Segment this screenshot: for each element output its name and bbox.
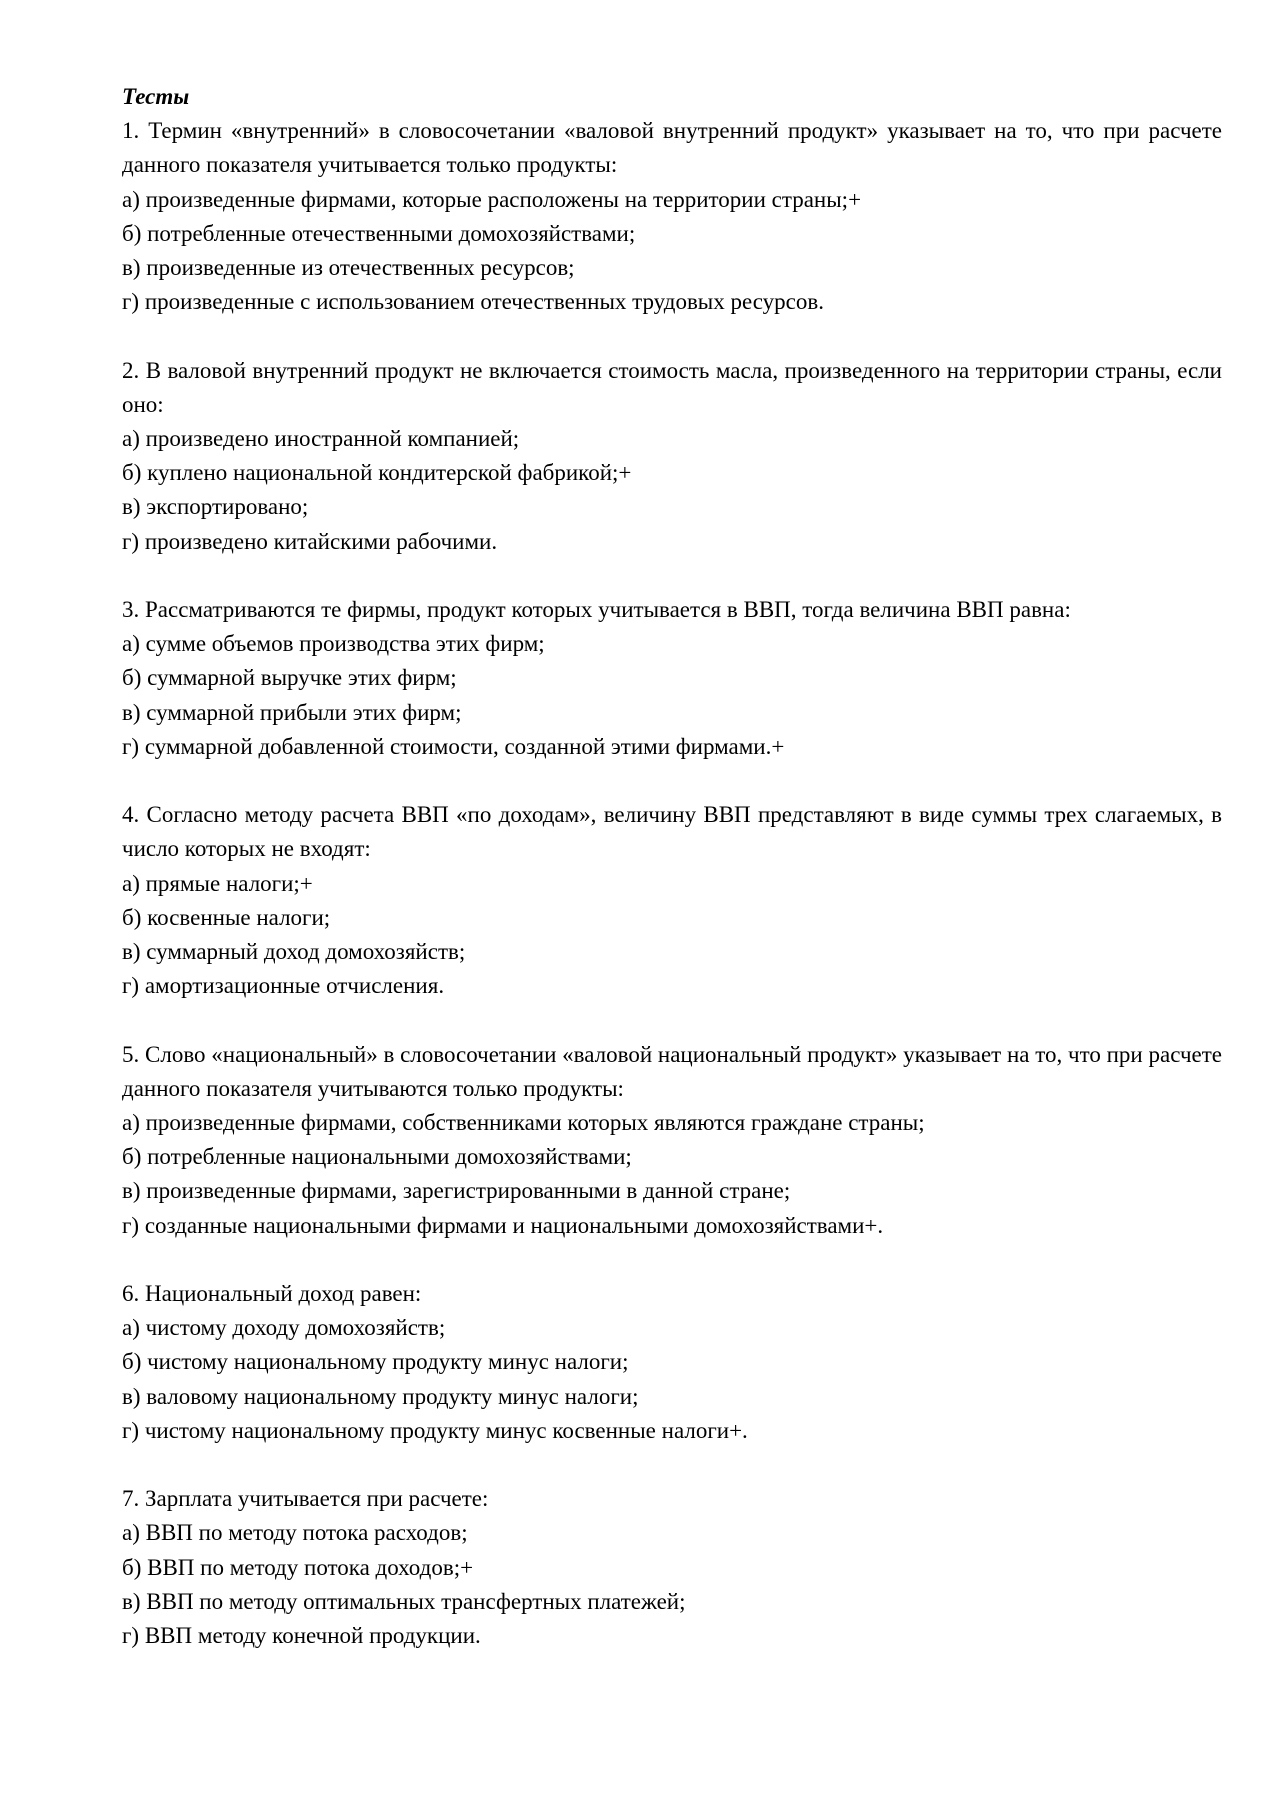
answer-option: б) потребленные национальными домохозяйствами; bbox=[122, 1144, 632, 1170]
answer-option: в) суммарный доход домохозяйств; bbox=[122, 939, 466, 965]
answer-option: в) валовому национальному продукту минус налоги; bbox=[122, 1383, 639, 1409]
question-2 bbox=[122, 354, 1222, 559]
question-text: 6. Национальный доход равен: bbox=[122, 1281, 422, 1307]
answer-option: а) произведено иностранной компанией; bbox=[122, 426, 520, 452]
question-4 bbox=[122, 798, 1222, 1003]
answer-option: в) произведенные фирмами, зарегистрированными в данной стране; bbox=[122, 1178, 791, 1204]
answer-option: б) косвенные налоги; bbox=[122, 904, 331, 930]
answer-option: г) произведенные с использованием отечественных трудовых ресурсов. bbox=[122, 289, 825, 315]
question-1 bbox=[122, 114, 1222, 319]
document-title: Тесты bbox=[122, 84, 190, 109]
answer-option: г) произведено китайскими рабочими. bbox=[122, 528, 498, 554]
question-text: 4. Согласно методу расчета ВВП «по доходам», величину ВВП представляют в виде суммы трех слагаемых, в число которых не входят: bbox=[122, 802, 1222, 862]
answer-option: а) чистому доходу домохозяйств; bbox=[122, 1315, 446, 1341]
answer-option: г) суммарной добавленной стоимости, созданной этими фирмами.+ bbox=[122, 733, 785, 759]
answer-option: г) ВВП методу конечной продукции. bbox=[122, 1623, 481, 1649]
question-text: 5. Слово «национальный» в словосочетании «валовой национальный продукт» указывает на то, что при расчете данного показателя учитываются только продукты: bbox=[122, 1041, 1222, 1101]
question-5 bbox=[122, 1038, 1222, 1243]
answer-option: б) потребленные отечественными домохозяйствами; bbox=[122, 220, 636, 246]
answer-option: в) произведенные из отечественных ресурсов; bbox=[122, 255, 575, 281]
document-page bbox=[122, 80, 1222, 1687]
question-text: 3. Рассматриваются те фирмы, продукт которых учитывается в ВВП, тогда величина ВВП равна: bbox=[122, 597, 1071, 623]
question-text: 2. В валовой внутренний продукт не включается стоимость масла, произведенного на территории страны, если оно: bbox=[122, 357, 1222, 417]
answer-option: б) куплено национальной кондитерской фабрикой;+ bbox=[122, 460, 632, 486]
question-6 bbox=[122, 1277, 1222, 1448]
answer-option: г) созданные национальными фирмами и национальными домохозяйствами+. bbox=[122, 1212, 884, 1238]
answer-option: а) сумме объемов производства этих фирм; bbox=[122, 631, 545, 657]
answer-option: в) ВВП по методу оптимальных трансфертных платежей; bbox=[122, 1588, 686, 1614]
answer-option: б) чистому национальному продукту минус налоги; bbox=[122, 1349, 629, 1375]
answer-option: а) прямые налоги;+ bbox=[122, 870, 313, 896]
answer-option: в) суммарной прибыли этих фирм; bbox=[122, 699, 462, 725]
question-text: 7. Зарплата учитывается при расчете: bbox=[122, 1486, 489, 1512]
answer-option: а) ВВП по методу потока расходов; bbox=[122, 1520, 468, 1546]
answer-option: б) ВВП по методу потока доходов;+ bbox=[122, 1554, 474, 1580]
question-3 bbox=[122, 593, 1222, 764]
answer-option: г) амортизационные отчисления. bbox=[122, 973, 445, 999]
answer-option: в) экспортировано; bbox=[122, 494, 309, 520]
answer-option: а) произведенные фирмами, которые расположены на территории страны;+ bbox=[122, 186, 862, 212]
answer-option: а) произведенные фирмами, собственниками которых являются граждане страны; bbox=[122, 1110, 925, 1136]
answer-option: г) чистому национальному продукту минус косвенные налоги+. bbox=[122, 1417, 748, 1443]
question-7 bbox=[122, 1482, 1222, 1653]
answer-option: б) суммарной выручке этих фирм; bbox=[122, 665, 457, 691]
question-text: 1. Термин «внутренний» в словосочетании «валовой внутренний продукт» указывает на то, что при расчете данного показателя учитывается только продукты: bbox=[122, 118, 1222, 178]
